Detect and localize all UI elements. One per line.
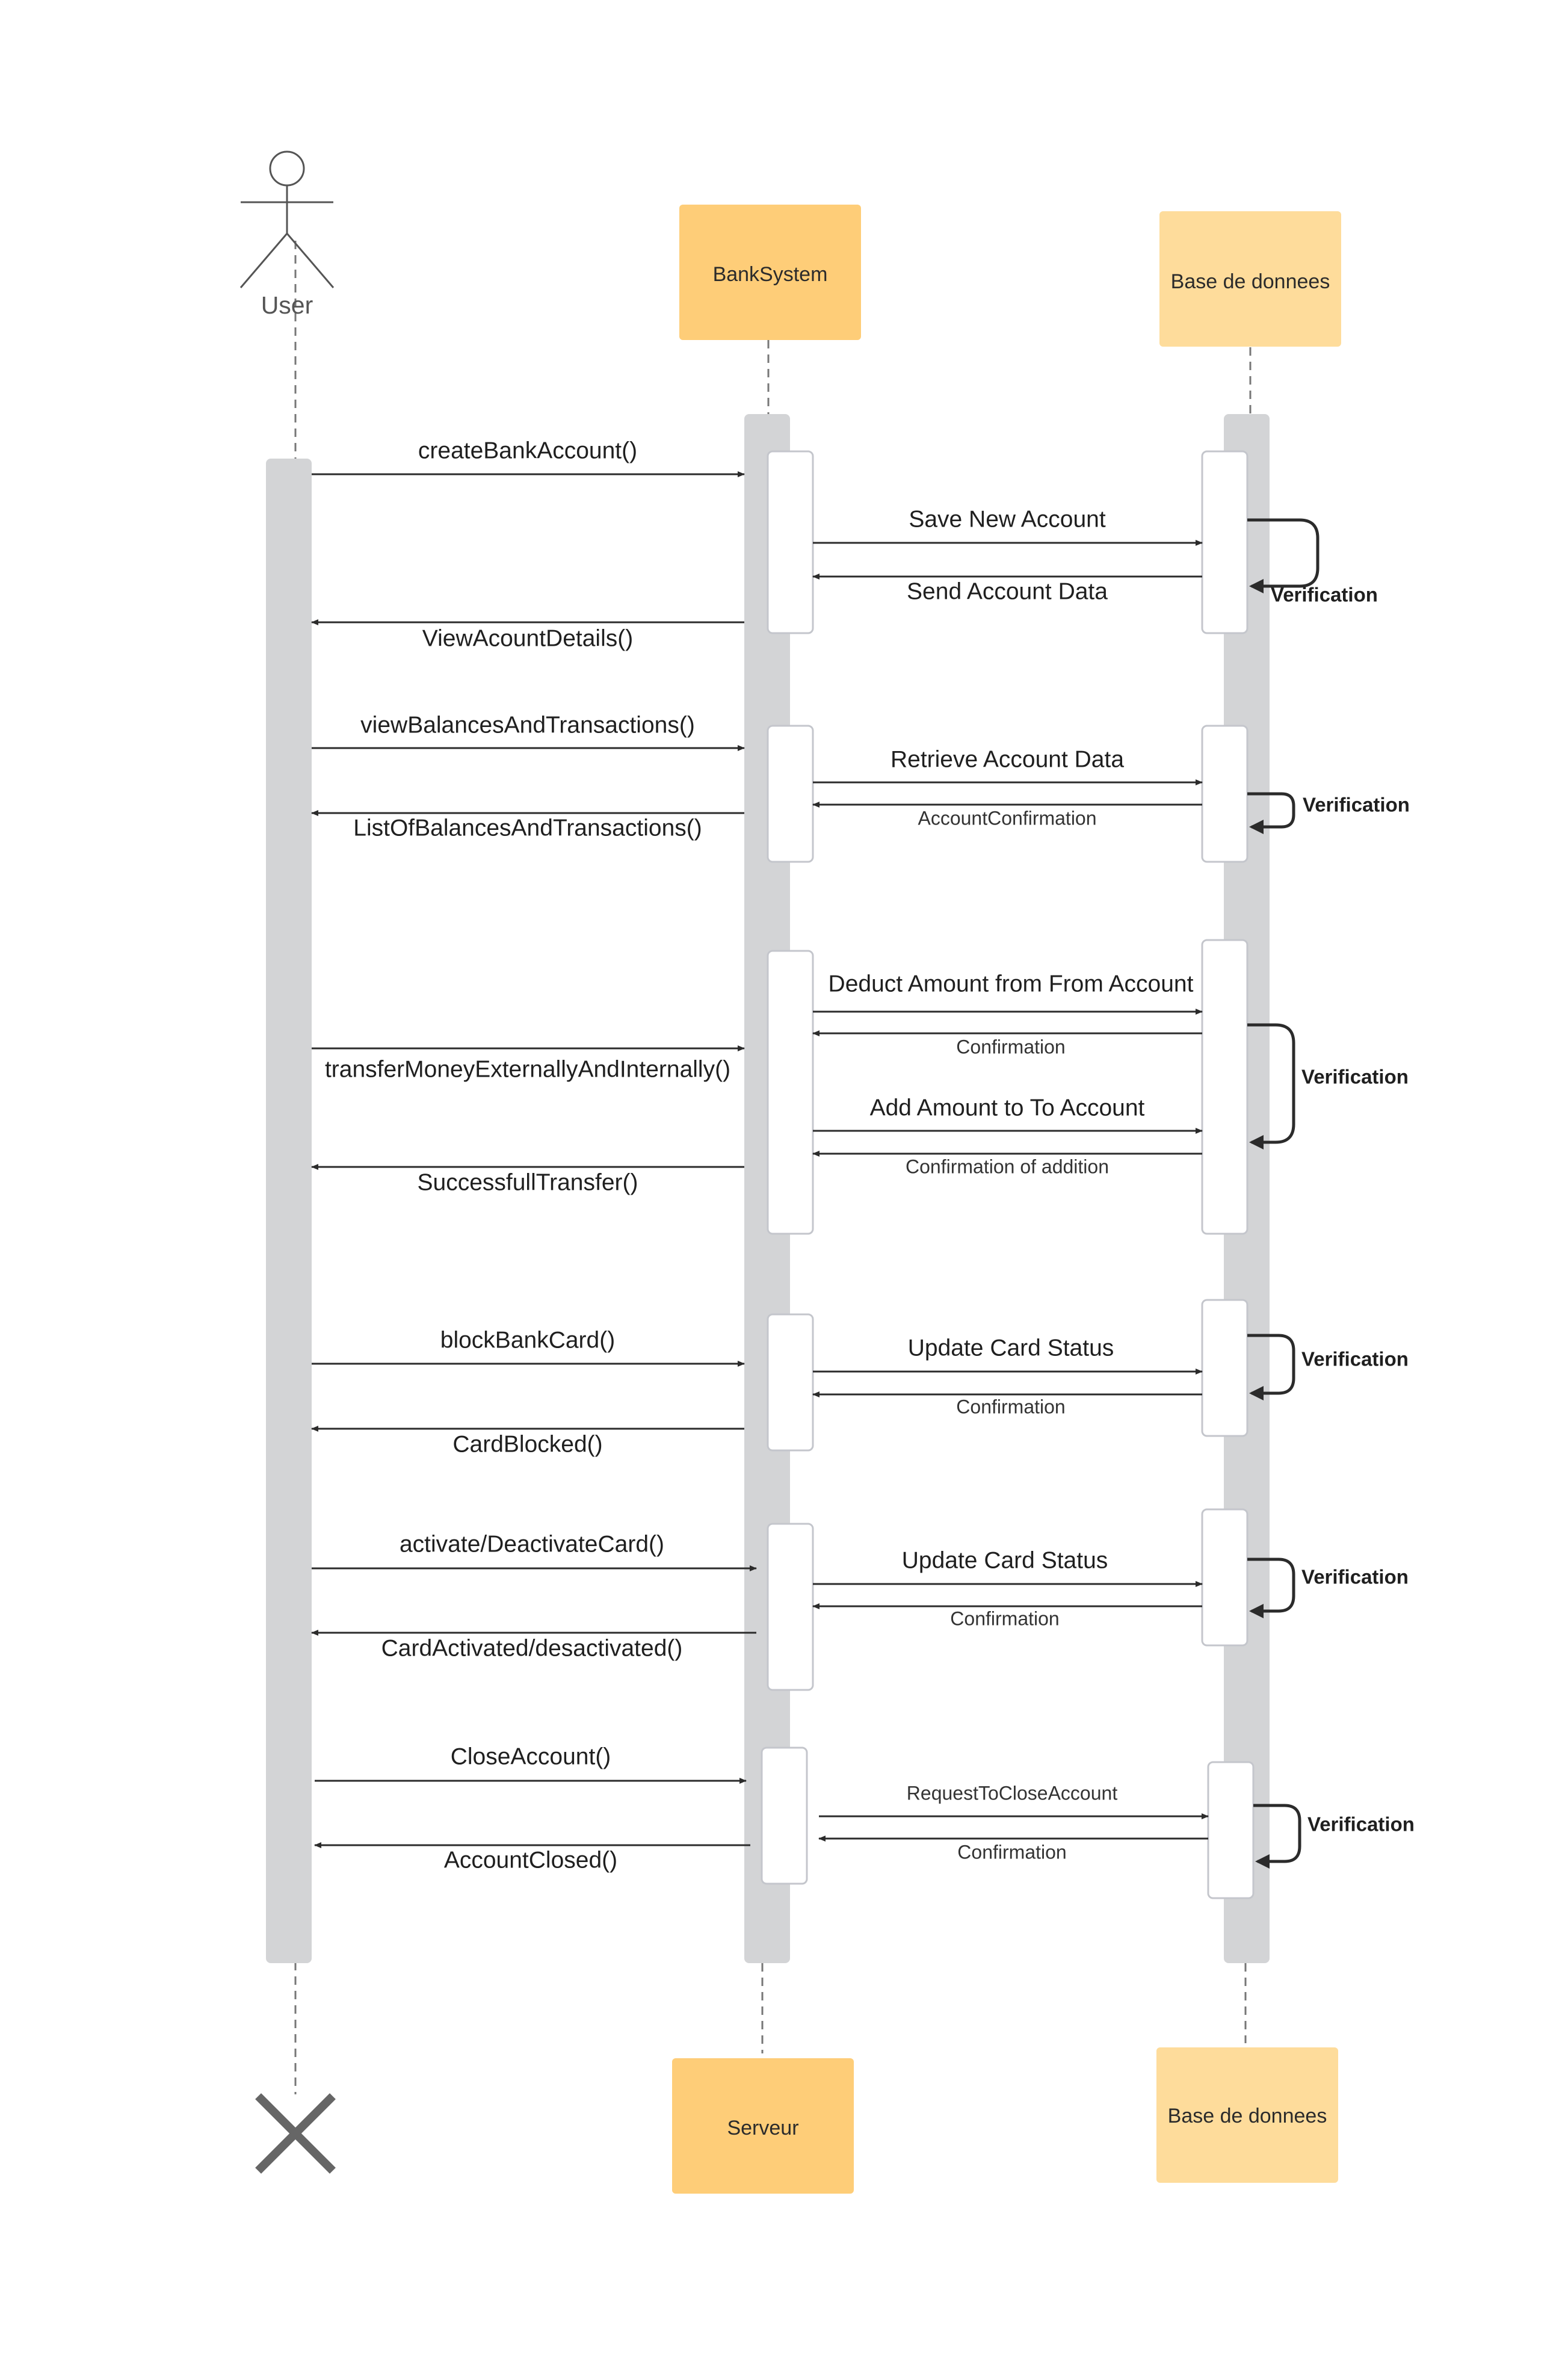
message-label: SuccessfullTransfer() (417, 1169, 638, 1196)
message-label: RequestToCloseAccount (906, 1782, 1118, 1804)
self-call-label: Verification (1307, 1813, 1415, 1836)
activation-box (1208, 1762, 1253, 1898)
activation-box (1202, 1300, 1247, 1436)
self-call-label: Verification (1303, 793, 1410, 816)
database-bottom-participant-label: Base de donnees (1167, 2104, 1327, 2127)
message-label: AccountClosed() (443, 1847, 618, 1873)
activation-box (768, 951, 813, 1234)
actor-user-label: User (261, 291, 313, 319)
message-label: Confirmation of addition (906, 1155, 1109, 1178)
message-label: Send Account Data (907, 578, 1108, 605)
activation-box (1202, 726, 1247, 862)
message-label: createBankAccount() (418, 438, 638, 464)
self-call-label: Verification (1301, 1065, 1409, 1088)
activation-box (1202, 940, 1247, 1234)
message-label: CloseAccount() (450, 1743, 611, 1770)
activation-box (1202, 1509, 1247, 1645)
self-call-label: Verification (1301, 1565, 1409, 1588)
database-participant-label: Base de donnees (1170, 270, 1330, 293)
self-call-label: Verification (1301, 1347, 1409, 1370)
message-label: AccountConfirmation (918, 807, 1097, 829)
message-label: blockBankCard() (440, 1327, 616, 1353)
message-label: transferMoneyExternallyAndInternally() (324, 1056, 731, 1083)
message-label: Update Card Status (901, 1547, 1108, 1574)
activation-box (768, 451, 813, 633)
message-label: ViewAcountDetails() (422, 625, 634, 652)
activation-box (762, 1748, 807, 1884)
message-label: ListOfBalancesAndTransactions() (353, 815, 702, 841)
message-label: CardActivated/desactivated() (381, 1635, 683, 1662)
self-call-labels (1271, 584, 1415, 1836)
actor-stick-figure-icon (241, 152, 333, 288)
message-label: viewBalancesAndTransactions() (360, 712, 695, 738)
message-label: Retrieve Account Data (890, 746, 1125, 773)
message-label: activate/DeactivateCard() (399, 1531, 665, 1558)
activation-box (768, 726, 813, 862)
message-label: Confirmation (957, 1841, 1067, 1863)
activation-box (768, 1314, 813, 1450)
user-lifeline-bar (266, 459, 312, 1963)
message-label: Confirmation (950, 1607, 1060, 1630)
self-call-label: Verification (1271, 583, 1378, 606)
message-label: Add Amount to To Account (869, 1095, 1145, 1121)
message-label: CardBlocked() (452, 1431, 603, 1458)
activation-box (768, 1524, 813, 1690)
message-label: Confirmation (956, 1036, 1066, 1058)
banksystem-participant-label: BankSystem (712, 262, 828, 286)
message-label: Update Card Status (907, 1335, 1114, 1361)
message-label: Confirmation (956, 1396, 1066, 1418)
destroy-x-icon (261, 2099, 330, 2168)
server-participant-label: Serveur (727, 2116, 799, 2139)
activation-box (1202, 451, 1247, 633)
message-label: Deduct Amount from From Account (828, 971, 1194, 997)
message-label: Save New Account (909, 506, 1106, 533)
